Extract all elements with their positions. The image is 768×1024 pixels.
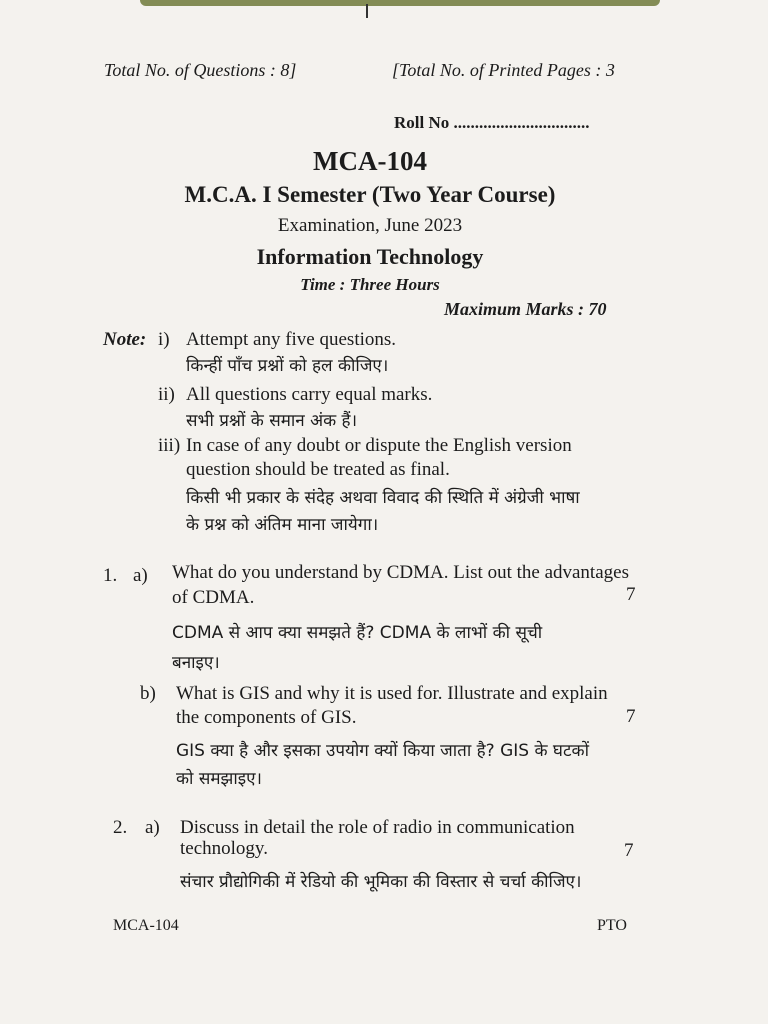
paper-code: MCA-104 [313, 146, 427, 176]
note-text-en: question should be treated as final. [186, 459, 450, 480]
note-text-en: Attempt any five questions. [186, 329, 397, 350]
note-number: i) [158, 329, 170, 350]
note-text-hi: के प्रश्न को अंतिम माना जायेगा। [186, 515, 379, 535]
note-text-hi: किसी भी प्रकार के संदेह अथवा विवाद की स्थिति में अंग्रेजी भाषा [186, 488, 580, 508]
course-title: M.C.A. I Semester (Two Year Course) [184, 182, 556, 207]
question-part-label: b) [140, 683, 156, 704]
question-text-en: technology. [180, 838, 268, 859]
note-text-hi: किन्हीं पाँच प्रश्नों को हल कीजिए। [186, 356, 389, 376]
question-text-hi: GIS क्या है और इसका उपयोग क्यों किया जाता है? GIS के घटकों [176, 741, 590, 761]
exam-session: Examination, June 2023 [277, 215, 463, 236]
question-marks: 7 [624, 840, 634, 861]
total-questions: Total No. of Questions : 8] [104, 60, 297, 80]
note-label: Note: [103, 329, 147, 350]
maximum-marks: Maximum Marks : 70 [444, 299, 607, 319]
question-marks: 7 [626, 584, 636, 605]
roll-number: Roll No ................................ [394, 113, 590, 132]
top-edge-tick [366, 4, 368, 18]
exam-time: Time : Three Hours [300, 275, 440, 294]
question-part-label: a) [133, 565, 148, 586]
note-number: ii) [158, 384, 175, 405]
page-turn-indicator: PTO [597, 917, 627, 934]
question-text-en: What is GIS and why it is used for. Illustrate and explain [176, 683, 608, 704]
question-part-label: a) [145, 817, 160, 838]
question-text-en: What do you understand by CDMA. List out the advantages [172, 562, 629, 583]
question-text-hi: को समझाइए। [176, 769, 262, 789]
note-text-en: All questions carry equal marks. [186, 384, 433, 405]
question-marks: 7 [626, 706, 636, 727]
question-number: 1. [103, 565, 118, 586]
top-edge-decoration [140, 0, 660, 6]
question-text-hi: संचार प्रौद्योगिकी में रेडियो की भूमिका की विस्तार से चर्चा कीजिए। [180, 872, 582, 892]
question-text-hi: CDMA से आप क्या समझते हैं? CDMA के लाभों की सूची [172, 623, 543, 643]
total-pages: [Total No. of Printed Pages : 3 [392, 60, 615, 80]
note-text-hi: सभी प्रश्नों के समान अंक हैं। [186, 411, 358, 431]
subject-title: Information Technology [256, 244, 484, 269]
question-text-en: of CDMA. [172, 587, 255, 608]
note-text-en: In case of any doubt or dispute the English version [186, 435, 572, 456]
question-text-en: Discuss in detail the role of radio in communication [180, 817, 575, 838]
question-text-en: the components of GIS. [176, 707, 357, 728]
question-number: 2. [113, 817, 128, 838]
footer-paper-code: MCA-104 [113, 917, 179, 934]
question-text-hi: बनाइए। [172, 653, 220, 673]
note-number: iii) [158, 435, 181, 456]
